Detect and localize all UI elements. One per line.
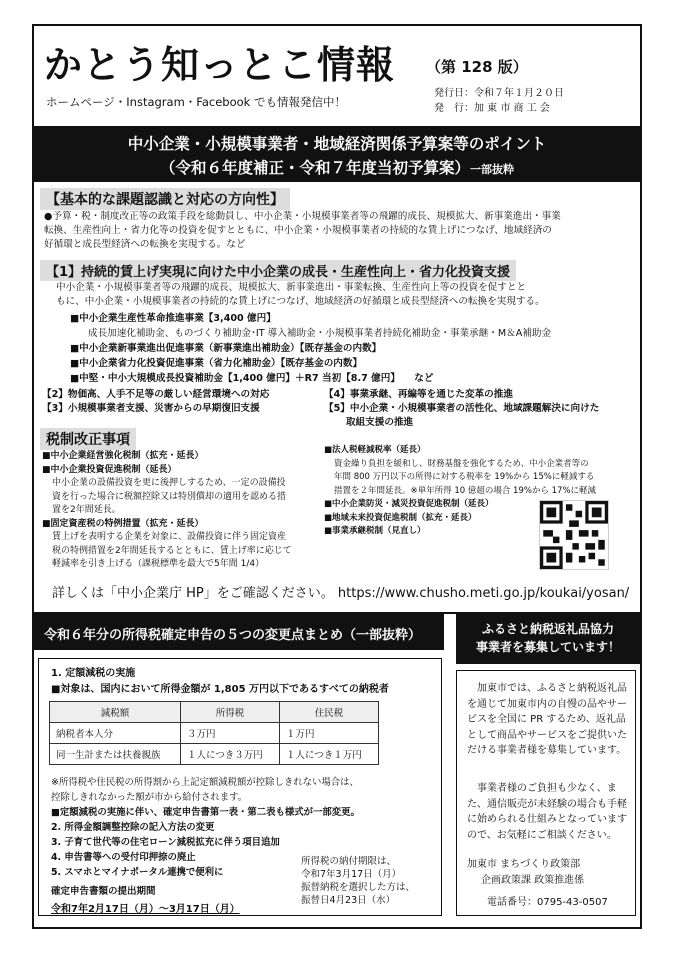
subtitle: ホームページ・Instagram・Facebook でも情報発信中！	[46, 95, 346, 109]
qr-code[interactable]	[539, 500, 609, 570]
section1-heading: 【1】持続的賃上げ実現に向けた中小企業の成長・生産性向上・省力化投資支援	[40, 260, 516, 281]
section1-items: ■中小企業生産性革命推進事業【3,400 億円】 成長加速化補助金、ものづくり補助金･IT 導入補助金・小規模事業者持続化補助金・事業承継・M＆A補助金 ■中小企業新事業進出促進事業（新事業進出補助金）【既存基金の内数】 ■中小企業省力化投資促進事業（省力化補助金）【既存基金の内数】 ■中堅・中小大規模成長投資補助金【1,400 億円】＋R7 当初【8.7 億円】 など	[70, 313, 552, 384]
furusato-heading: ふるさと納税返礼品協力 事業者を募集しています！	[456, 614, 640, 664]
page-frame	[32, 24, 642, 929]
chusho-link[interactable]: 詳しくは「中小企業庁 HP」をご確認ください。 https://www.chusho.meti.go.jp/koukai/yosan/	[52, 586, 630, 601]
furusato-box: 加東市では、ふるさと納税返礼品を通じて加東市内の自慢の品やサービスを全国に PR するため、返礼品として商品やサービスをご提供いただける事業者様を募集しています。 事業者様のご負担も少なく、また、通信販売が未経験の場合も手軽に始められる仕組みとなっていますので、お気軽にご相談ください。 加東市 まちづくり政策部 企画政策課 政策推進係 電話番号：0795-43-0507	[456, 670, 636, 916]
phone-number: 電話番号：0795-43-0507	[487, 897, 608, 908]
basic-heading: 【基本的な課題認識と対応の方向性】	[40, 188, 290, 210]
issue-info: 発行日：令和７年１月２０日 発 行：加 東 市 商 工 会	[434, 88, 564, 114]
filing-period: 令和7年2月17日（月）～3月17日（月）	[51, 904, 240, 915]
tax-right: ■法人税軽減税率（延長） 資金繰り負担を緩和し、財務基盤を強化するため、中小企業者等の 年間 800 万円以下の所得に対する税率を 19%から 15%に軽減する 措置を２年間延長。※単年所得 10 億超の場合 19%から 17%に軽減 ■中小企業防災・減災投資促進税制（延長） ■地域未来投資促進税制（拡充・延長） ■事業承継税制（見直し）	[324, 445, 597, 536]
tax-return-heading: 令和６年分の所得税確定申告の５つの変更点まとめ（一部抜粋）	[34, 614, 444, 650]
section1-text: 中小企業・小規模事業者等の飛躍的成長、規模拡大、新事業進出・事業転換、生産性向上等の投資を促すとと もに、中小企業・小規模事業者の持続的な賃上げにつなげ、地域経済の好循環と成長型経済への転換を実現する。	[56, 282, 545, 307]
section5: 【5】中小企業・小規模事業者の活性化、地域課題解決に向けた	[324, 403, 600, 414]
table-row: 納税者本人分 ３万円 １万円	[50, 723, 379, 744]
tax-return-notes: ※所得税や住民税の所得割から上記定額減税額が控除しきれない場合は、 控除しきれなかった額が市から給付されます。 ■定額減税の実施に伴い、確定申告書第一表・第二表も様式が一部変更。 2. 所得金額調整控除の記入方法の変更 3. 子育て世代等の住宅ローン減税拡充に伴う項目追加 4. 申告書等への受付印押捺の廃止 5. スマホとマイナポータル連携で便利に	[51, 777, 360, 878]
budget-section: 【基本的な課題認識と対応の方向性】 ●予算・税・制度改正等の政策手段を総動員し、中小企業・小規模事業者等の飛躍的成長、規模拡大、新事業進出・事業 転換、生産性向上・省力化等の投資を促すとともに、中小企業・小規模事業者の持続的な賃上げにつなげ、地域経済の 好循環と成長型経済への転換を実現する。など 【1】持続的賃上げ実現に向けた中小企業の成長・生産性向上・省力化投資支援 中小企業・小規模事業者等の飛躍的成長、規模拡大、新事業進出・事業転換、生産性向上等の投資を促すとと もに、中小企業・小規模事業者の持続的な賃上げにつなげ、地域経済の好循環と成長型経済への転換を実現する。 ■中小企業生産性革命推進事業【3,400 億円】 成長加速化補助金、ものづくり補助金･IT 導入補助金・小規模事業者持続化補助金・事業承継・M＆A補助金 ■中小企業新事業進出促進事業（新事業進出補助金）【既存基金の内数】 ■中小企業省力化投資促進事業（省力化補助金）【既存基金の内数】 ■中堅・中小大規模成長投資補助金【1,400 億円】＋R7 当初【8.7 億円】 など 【2】物価高、人手不足等の厳しい経営環境への対応 【3】小規模事業者支援、災害からの早期復旧支援 【4】事業承継、再編等を通じた変革の推進 【5】中小企業・小規模事業者の活性化、地域課題解決に向けた 取組支援の推進 税制改正事項 ■中小企業経営強化税制（拡充・延長） ■中小企業投資促進税制（延長） 中小企業の設備投資を更に後押しするため、一定の設備投 資を行った場合に税額控除又は特別償却の適用を認める措 置を2年間延長。 ■固定資産税の特例措置（拡充・延長） 賃上げを表明する企業を対象に、設備投資に伴う固定資産 税の特例措置を2年間延長するとともに、賃上げ率に応じて 軽減率を引き上げる（課税標準を最大で5年間 1/4） ■法人税軽減税率（延長） 資金繰り負担を緩和し、財務基盤を強化するため、中小企業者等の 年間 800 万円以下の所得に対する税率を 19%から 15%に軽減する 措置を２年間延長。※単年所得 10 億超の場合 19%から 17%に軽減 ■中小企業防災・減災投資促進税制（延長） ■地域未来投資促進税制（拡充・延長） ■事業承継税制（見直し） 詳しくは「中小企業庁 HP」をご確認ください。 https://www.chusho.meti.go.jp/koukai/yosan/	[34, 182, 640, 602]
feature-banner: 中小企業・小規模事業者・地域経済関係予算案等のポイント （令和６年度補正・令和７年度当初予算案）一部抜粋	[34, 126, 640, 182]
section4: 【4】事業承継、再編等を通じた変革の推進	[324, 389, 513, 400]
edition-label: （第 128 版）	[426, 58, 528, 76]
table-row: 同一生計または扶養親族 １人につき３万円 １人につき１万円	[50, 744, 379, 765]
basic-text: ●予算・税・制度改正等の政策手段を総動員し、中小企業・小規模事業者等の飛躍的成長、規模拡大、新事業進出・事業 転換、生産性向上・省力化等の投資を促すとともに、中小企業・小規模事業者の持続的な賃上げにつなげ、地域経済の 好循環と成長型経済への転換を実現する。など	[44, 211, 561, 250]
section2: 【2】物価高、人手不足等の厳しい経営環境への対応	[42, 389, 270, 400]
page-title: かとう知っとこ情報	[44, 43, 396, 87]
reduction-table: 減税額 所得税 住民税 納税者本人分 ３万円 １万円 同一生計または扶養親族 １人につき３万円 １人につき１万円	[49, 701, 379, 765]
section3: 【3】小規模事業者支援、災害からの早期復旧支援	[42, 403, 260, 414]
payment-info: 所得税の納付期限は、 令和7年3月17日（月） 振替納税を選択した方は、 振替日4月23日（水）	[301, 856, 416, 906]
tax-heading: 税制改正事項	[40, 428, 136, 450]
lower-section	[34, 612, 640, 927]
tax-left: ■中小企業経営強化税制（拡充・延長） ■中小企業投資促進税制（延長） 中小企業の設備投資を更に後押しするため、一定の設備投 資を行った場合に税額控除又は特別償却の適用を認める措 置を2年間延長。 ■固定資産税の特例措置（拡充・延長） 賃上げを表明する企業を対象に、設備投資に伴う固定資産 税の特例措置を2年間延長するとともに、賃上げ率に応じて 軽減率を引き上げる（課税標準を最大で5年間 1/4）	[42, 451, 292, 569]
tax-return-box: 1. 定額減税の実施 ■対象は、国内において所得金額が 1,805 万円以下であるすべての納税者 減税額 所得税 住民税 納税者本人分 ３万円 １万円 同一生計または扶養親族 １人につき３万円 １人につき１万円 ※所得税や住民税の所得割から上記定額減税額が控除しきれない場合は、 控除しきれなかった額が市から給付されます。 ■定額減税の実施に伴い、確定申告書第一表・第二表も様式が一部変更。 2. 所得金額調整控除の記入方法の変更 3. 子育て世代等の住宅ローン減税拡充に伴う項目追加 4. 申告書等への受付印押捺の廃止 5. スマホとマイナポータル連携で便利に 確定申告書類の提出期間 令和7年2月17日（月）～3月17日（月） 所得税の納付期限は、 令和7年3月17日（月） 振替納税を選択した方は、 振替日4月23日（水）	[38, 658, 442, 916]
header	[34, 26, 640, 138]
